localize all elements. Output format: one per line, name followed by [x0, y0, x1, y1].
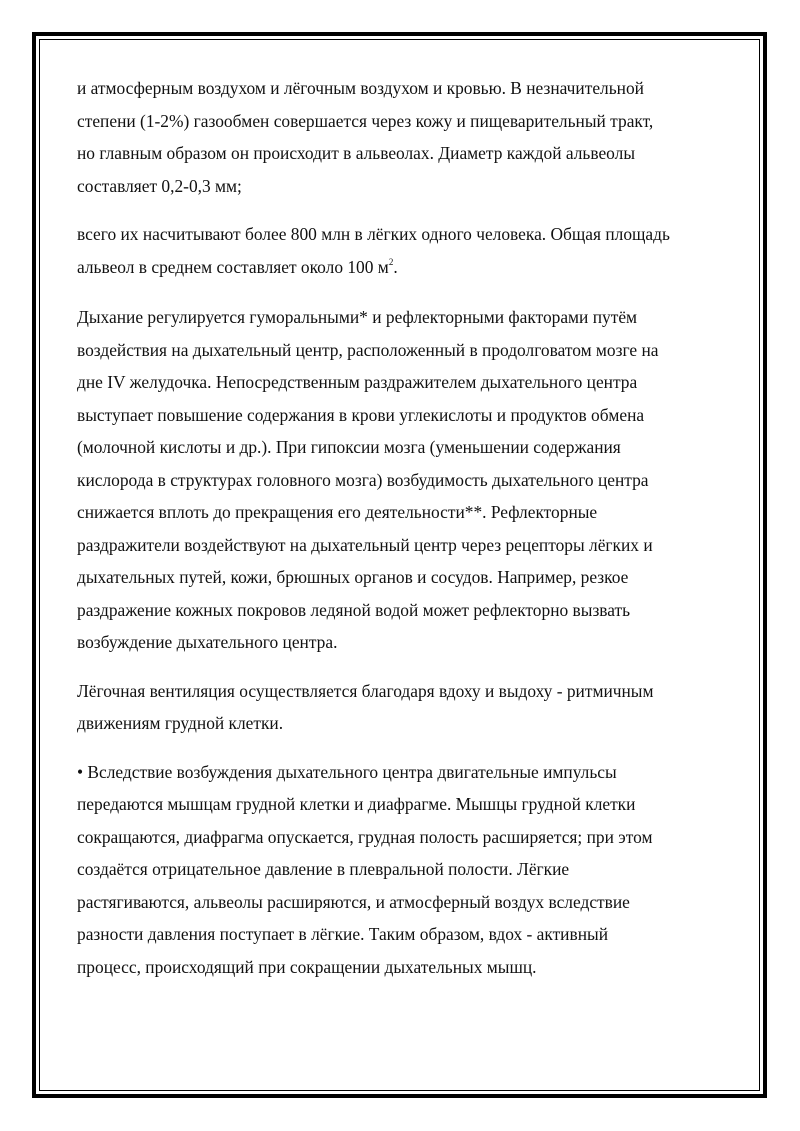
paragraph-alveoli-count: [77, 218, 737, 283]
alveoli-text: всего их насчитывают более 800 млн в лёгких одного человека. Общая площадь альвеол в среднем составляет около 100 м: [77, 224, 670, 277]
alveoli-suffix: .: [393, 256, 398, 277]
superscript-squared: 2: [388, 256, 394, 267]
paragraph-lung-ventilation: Лёгочная вентиляция осуществляется благодаря вдоху и выдоху - ритмичным движениям грудной клетки.: [77, 680, 654, 733]
document-body: [77, 72, 737, 999]
paragraph-inhalation: • Вследствие возбуждения дыхательного центра двигательные импульсы передаются мышцам грудной клетки и диафрагме. Мышцы грудной клетки сокращаются, диафрагма опускается, грудная полость расширяется; при этом создаётся отрицательное давление в плевральной полости. Лёгкие растягиваются, альвеолы расширяются, и атмосферный воздух вследствие разности давления поступает в лёгкие. Таким образом, вдох - активный процесс, происходящий при сокращении дыхательных мышц.: [77, 761, 653, 977]
paragraph-breathing-regulation: Дыхание регулируется гуморальными* и рефлекторными факторами путём воздействия на дыхательный центр, расположенный в продолговатом мозге на дне IV желудочка. Непосредственным раздражителем дыхательного центра выступает повышение содержания в крови углекислоты и продуктов обмена (молочной кислоты и др.). При гипоксии мозга (уменьшении содержания кислорода в структурах головного мозга) возбудимость дыхательного центра снижается вплоть до прекращения его деятельности**. Рефлекторные раздражители воздействуют на дыхательный центр через рецепторы лёгких и дыхательных путей, кожи, брюшных органов и сосудов. Например, резкое раздражение кожных покровов ледяной водой может рефлекторно вызвать возбуждение дыхательного центра.: [77, 307, 659, 652]
paragraph-gas-exchange: и атмосферным воздухом и лёгочным воздухом и кровью. В незначительной степени (1-2%) газообмен совершается через кожу и пищеварительный тракт, но главным образом он происходит в альвеолах. Диаметр каждой альвеолы составляет 0,2-0,3 мм;: [77, 78, 654, 196]
